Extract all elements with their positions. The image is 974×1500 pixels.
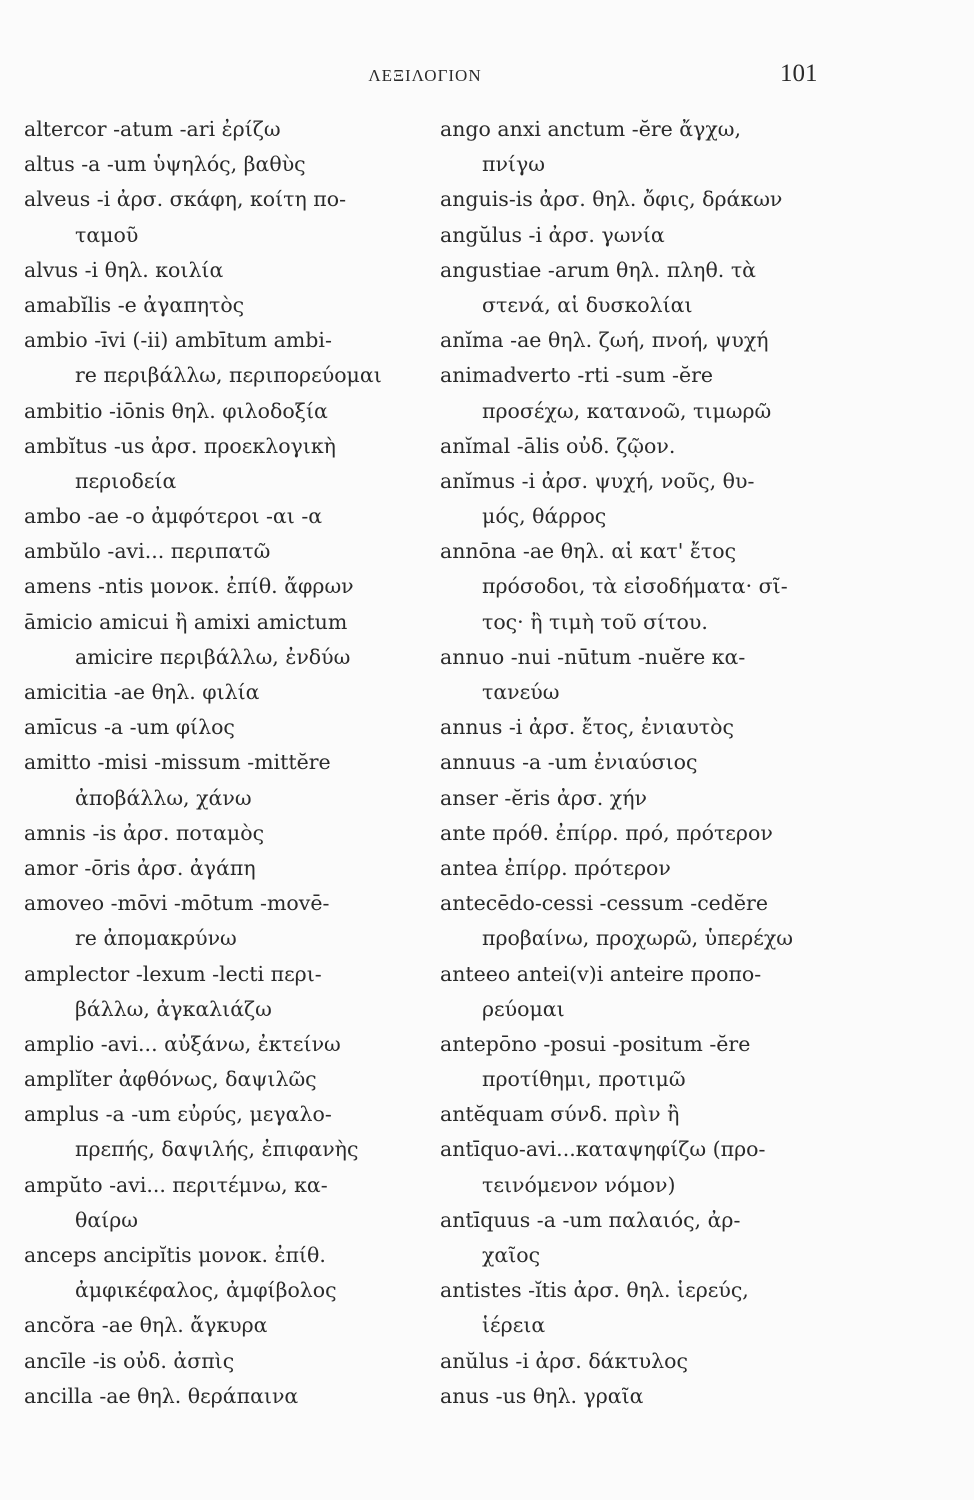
entry-line: ango anxi anctum -ĕre ἄγχω,	[440, 117, 742, 141]
page-title: ΛΕΞΙΛΟΓΙΟΝ	[368, 66, 482, 85]
page-number: 101	[780, 60, 818, 87]
entry-line: altus -a -um ὑψηλός, βαθὺς	[24, 152, 306, 177]
entry-continuation-line: μός, θάρρος	[482, 504, 607, 529]
entry-line: amplus -a -um εὐρύς, μεγαλο-	[24, 1102, 332, 1127]
entry-line: amīcus -a -um φίλος	[24, 715, 235, 740]
entry-continuation-line: τεινόμενον νόμον)	[482, 1172, 676, 1197]
entry-line: ancilla -ae θηλ. θεράπαινα	[24, 1383, 299, 1408]
entry-line: antīquus -a -um παλαιός, ἀρ-	[440, 1207, 741, 1232]
entry-continuation-line: ἀποβάλλω, χάνω	[75, 785, 252, 810]
entry-line: anŭlus -i ἀρσ. δάκτυλος	[440, 1348, 688, 1373]
entry-line: ambŭlo -avi... περιπατῶ	[24, 539, 271, 564]
entry-line: animadverto -rti -sum -ĕre	[440, 363, 714, 388]
entry-line: amens -ntis μονοκ. ἐπίθ. ἄφρων	[24, 574, 354, 599]
running-header	[0, 60, 974, 94]
left-column	[24, 112, 436, 1414]
entry-continuation-line: ἱέρεια	[482, 1313, 546, 1338]
entry-line: ambo -ae -o ἀμφότεροι -αι -α	[24, 504, 323, 529]
entry-line: anĭma -ae θηλ. ζωή, πνοή, ψυχή	[440, 328, 769, 353]
entry-line: ambio -īvi (-ii) ambītum ambi-	[24, 328, 332, 353]
right-column	[440, 112, 860, 1414]
entry-continuation-line: προτίθημι, προτιμῶ	[482, 1067, 686, 1092]
entry-continuation-line: re περιβάλλω, περιπορεύομαι	[75, 363, 382, 388]
entry-line: antĕquam σύνδ. πρὶν ἢ	[440, 1102, 680, 1127]
entry-line: angŭlus -i ἀρσ. γωνία	[440, 222, 665, 247]
entry-continuation-line: ρεύομαι	[482, 996, 565, 1021]
entry-line: ampŭto -avi... περιτέμνω, κα-	[24, 1172, 328, 1197]
entry-continuation-line: τανεύω	[482, 680, 560, 704]
entry-line: alvus -i θηλ. κοιλία	[24, 257, 224, 282]
entry-line: annuus -a -um ἐνιαύσιος	[440, 750, 698, 775]
entry-line: amitto -misi -missum -mittĕre	[24, 750, 331, 775]
entry-line: anser -ĕris ἀρσ. χήν	[440, 785, 647, 810]
entry-line: āmicio amicui ἢ amixi amictum	[24, 609, 348, 634]
entry-continuation-line: ἀμφικέφαλος, ἀμφίβολος	[75, 1278, 337, 1303]
entry-continuation-line: χαῖος	[482, 1243, 541, 1267]
entry-line: anguis-is ἀρσ. θηλ. ὄφις, δράκων	[440, 187, 783, 212]
entry-line: amplĭter ἀφθόνως, δαψιλῶς	[24, 1067, 317, 1092]
entry-line: antepōno -posui -positum -ĕre	[440, 1031, 751, 1056]
entry-line: ancīle -is οὐδ. ἀσπὶς	[24, 1348, 235, 1373]
entry-line: amplector -lexum -lecti περι-	[24, 961, 322, 986]
entry-line: annōna -ae θηλ. αἱ κατ' ἔτος	[440, 539, 737, 564]
entry-line: amabĭlis -e ἀγαπητὸς	[24, 292, 245, 317]
entry-continuation-line: βάλλω, ἀγκαλιάζω	[75, 996, 272, 1021]
entry-line: antecēdo-cessi -cessum -cedĕre	[440, 891, 768, 916]
entry-line: antīquo-avi...καταψηφίζω (προ-	[440, 1137, 766, 1162]
entry-continuation-line: προσέχω, κατανοῶ, τιμωρῶ	[482, 398, 772, 423]
entry-continuation-line: περιοδεία	[75, 468, 177, 493]
entry-line: amicitia -ae θηλ. φιλία	[24, 680, 260, 704]
entry-line: antistes -ĭtis ἀρσ. θηλ. ἱερεύς,	[440, 1278, 749, 1303]
entry-line: ambĭtus -us ἀρσ. προεκλογικὴ	[24, 433, 336, 458]
entry-line: anceps ancipĭtis μονοκ. ἐπίθ.	[24, 1243, 326, 1267]
entry-line: anĭmal -ālis οὐδ. ζῷον.	[440, 433, 676, 458]
entry-line: amoveo -mōvi -mōtum -movē-	[24, 891, 330, 916]
entry-line: ambitio -iōnis θηλ. φιλοδοξία	[24, 398, 328, 423]
entry-line: anus -us θηλ. γραῖα	[440, 1383, 644, 1408]
entry-line: amnis -is ἀρσ. ποταμὸς	[24, 820, 265, 845]
entry-line: anĭmus -i ἀρσ. ψυχή, νοῦς, θυ-	[440, 468, 755, 493]
entry-line: annuo -nui -nūtum -nuĕre κα-	[440, 644, 746, 669]
entry-continuation-line: amicire περιβάλλω, ἐνδύω	[75, 644, 351, 669]
entry-line: altercor -atum -ari ἐρίζω	[24, 117, 281, 141]
entry-continuation-line: ταμοῦ	[75, 222, 139, 247]
entry-line: alveus -i ἀρσ. σκάφη, κοίτη πο-	[24, 187, 347, 212]
entry-continuation-line: re ἀπομακρύνω	[75, 926, 237, 951]
entry-line: angustiae -arum θηλ. πληθ. τὰ	[440, 257, 756, 282]
entry-line: amor -ōris ἀρσ. ἀγάπη	[24, 855, 256, 880]
entry-line: anteeo antei(v)i anteire προπο-	[440, 961, 762, 986]
entry-line: antea ἐπίρρ. πρότερον	[440, 855, 671, 880]
entry-continuation-line: πρόσοδοι, τὰ εἰσοδήματα· σῖ-	[482, 574, 788, 599]
entry-continuation-line: θαίρω	[75, 1207, 138, 1232]
entry-line: annus -i ἀρσ. ἔτος, ἐνιαυτὸς	[440, 715, 734, 740]
entry-line: amplio -avi... αὐξάνω, ἐκτείνω	[24, 1031, 341, 1056]
entry-continuation-line: πρεπής, δαψιλής, ἐπιφανὴς	[75, 1137, 359, 1162]
entry-line: ante πρόθ. ἐπίρρ. πρό, πρότερον	[440, 820, 773, 845]
entry-continuation-line: προβαίνω, προχωρῶ, ὑπερέχω	[482, 926, 793, 951]
entry-continuation-line: στενά, αἱ δυσκολίαι	[482, 292, 693, 317]
entry-continuation-line: τος· ἢ τιμὴ τοῦ σίτου.	[482, 609, 708, 634]
entry-continuation-line: πνίγω	[482, 152, 545, 177]
entry-line: ancŏra -ae θηλ. ἄγκυρα	[24, 1313, 268, 1338]
